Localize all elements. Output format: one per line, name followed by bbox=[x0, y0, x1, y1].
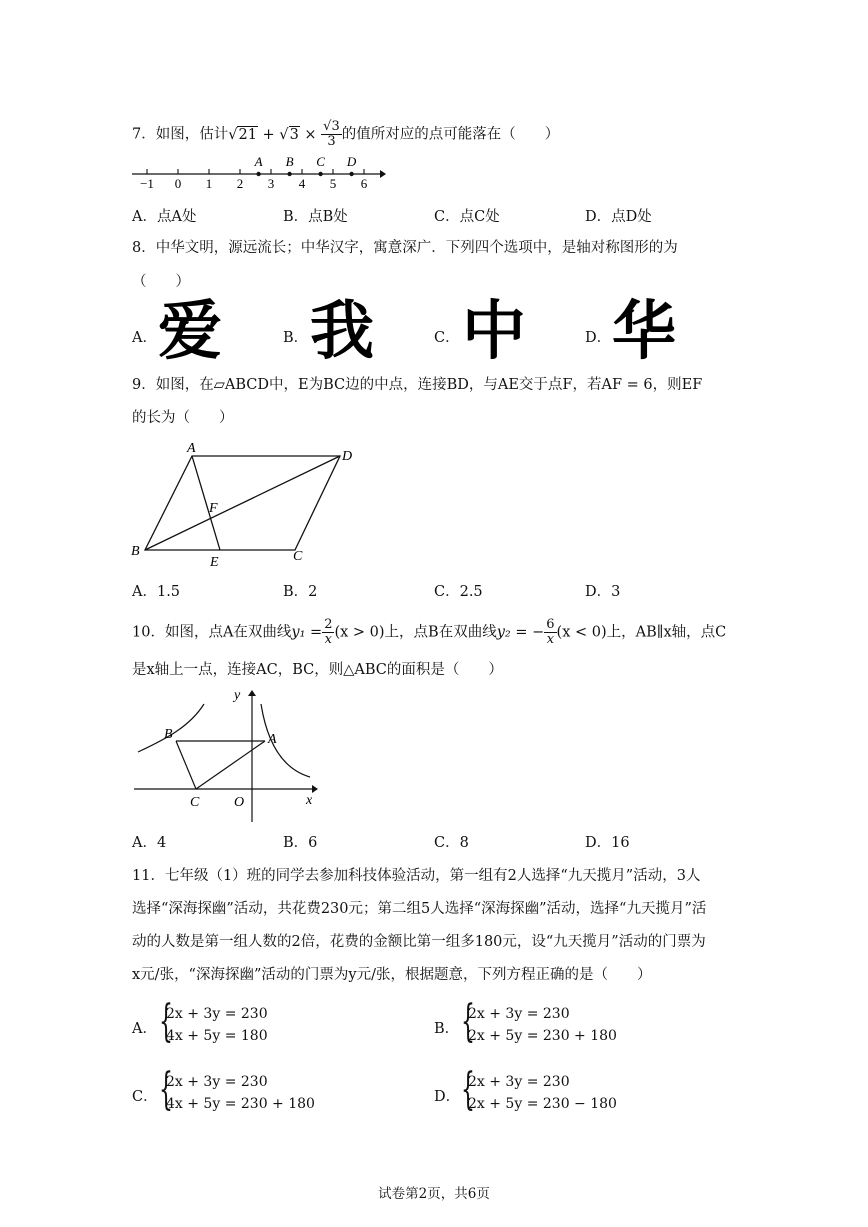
q9-label-c: C bbox=[293, 549, 303, 564]
q11-option-b-label[interactable]: B． bbox=[434, 1021, 460, 1037]
q10-label-a: A bbox=[268, 732, 277, 747]
q10-option-a[interactable]: A．4 bbox=[132, 835, 167, 851]
number-line-tick-label: 3 bbox=[267, 176, 275, 191]
q11-option-a-system[interactable]: 2x + 3y = 230 4x + 5y = 180 bbox=[166, 1006, 268, 1044]
number-line-tick-label: 5 bbox=[329, 176, 337, 191]
q11-option-a-label[interactable]: A． bbox=[132, 1021, 157, 1037]
q11-stem-line1: 11．七年级（1）班的同学去参加科技体验活动，第一组有2人选择“九天揽月”活动，3人 bbox=[132, 868, 701, 884]
q7-stem: 7．如图，估计√21 + √3 × $\frac{√3}{3}$ 的值所对应的点可能落在（ ） bbox=[132, 119, 560, 149]
number-line-point-label: A bbox=[254, 154, 263, 169]
q8-option-b-label[interactable]: B． bbox=[283, 330, 309, 346]
q8-char-zhong[interactable]: 中 bbox=[462, 295, 526, 369]
number-line-point bbox=[318, 172, 322, 176]
q10-option-d[interactable]: D．16 bbox=[585, 835, 630, 851]
q8-char-wo[interactable]: 我 bbox=[310, 295, 374, 369]
q10-label-c: C bbox=[190, 795, 200, 810]
q10-option-b[interactable]: B．6 bbox=[283, 835, 318, 851]
q11-option-c-brace: { bbox=[159, 1064, 173, 1115]
q10-label-x: x bbox=[306, 793, 313, 808]
number-line-tick-label: −1 bbox=[140, 176, 154, 191]
q10-option-c[interactable]: C．8 bbox=[434, 835, 469, 851]
q11-option-c-label[interactable]: C． bbox=[132, 1089, 158, 1105]
number-line-tick-label: 0 bbox=[174, 176, 182, 191]
q7-option-a[interactable]: A．点A处 bbox=[132, 209, 197, 225]
q8-char-ai[interactable]: 爱 bbox=[158, 295, 222, 369]
q7-number-line bbox=[128, 152, 388, 192]
q9-option-b[interactable]: B．2 bbox=[283, 584, 318, 600]
number-line-point-label: C bbox=[316, 154, 325, 169]
page-footer: 试卷第2页，共6页 bbox=[378, 1186, 490, 1202]
q11-option-c-system[interactable]: 2x + 3y = 230 4x + 5y = 230 + 180 bbox=[166, 1074, 315, 1112]
q11-stem-line3: 动的人数是第一组人数的2倍，花费的金额比第一组多180元，设“九天揽月”活动的门票为 bbox=[132, 934, 706, 950]
q9-option-a[interactable]: A．1.5 bbox=[132, 584, 181, 600]
q9-label-a: A bbox=[187, 441, 196, 456]
q9-label-b: B bbox=[131, 544, 140, 559]
number-line-point bbox=[256, 172, 260, 176]
q11-stem-line2: 选择“深海探幽”活动，共花费230元；第二组5人选择“深海探幽”活动，选择“九天揽月”活 bbox=[132, 901, 707, 917]
q11-option-d-label[interactable]: D． bbox=[434, 1089, 461, 1105]
q8-option-d-label[interactable]: D． bbox=[585, 330, 612, 346]
q11-option-d-brace: { bbox=[461, 1064, 475, 1115]
q10-stem-line1: 10．如图，点A在双曲线y₁ = $\frac{2}{x}$ (x > 0)上，点B在双曲线y₂ = − $\frac{6}{x}$ (x < 0)上，AB∥x轴，点C bbox=[132, 617, 727, 647]
q9-option-c[interactable]: C．2.5 bbox=[434, 584, 483, 600]
q9-label-f: F bbox=[209, 501, 218, 516]
q10-stem-line2: 是x轴上一点，连接AC，BC，则△ABC的面积是（ ） bbox=[132, 662, 503, 678]
q9-label-d: D bbox=[342, 449, 353, 464]
q9-stem-line1: 9．如图，在▱ABCD中，E为BC边的中点，连接BD，与AE交于点F，若AF = 6，则EF bbox=[132, 377, 703, 393]
q11-option-a-brace: { bbox=[159, 996, 173, 1047]
q10-label-o: O bbox=[234, 795, 245, 810]
q11-stem-line4: x元/张，“深海探幽”活动的门票为y元/张，根据题意，下列方程正确的是（ ） bbox=[132, 967, 652, 983]
number-line-point bbox=[349, 172, 353, 176]
number-line-tick-label: 1 bbox=[205, 176, 213, 191]
q9-label-e: E bbox=[210, 555, 219, 570]
number-line-tick-label: 2 bbox=[236, 176, 244, 191]
q9-stem-line2: 的长为（ ） bbox=[132, 410, 234, 426]
q11-option-d-system[interactable]: 2x + 3y = 230 2x + 5y = 230 − 180 bbox=[468, 1074, 617, 1112]
q11-option-b-brace: { bbox=[461, 996, 475, 1047]
q8-option-a-label[interactable]: A． bbox=[132, 330, 157, 346]
q10-label-y: y bbox=[234, 688, 241, 703]
q10-label-b: B bbox=[164, 727, 173, 742]
q7-option-d[interactable]: D．点D处 bbox=[585, 209, 652, 225]
q8-paren: （ ） bbox=[132, 274, 190, 290]
q7-expression: √21 + √3 × $\frac{√3}{3}$ bbox=[228, 119, 340, 149]
q7-option-b[interactable]: B．点B处 bbox=[283, 209, 348, 225]
q9-parallelogram-figure bbox=[125, 438, 365, 570]
q8-stem: 8．中华文明，源远流长；中华汉字，寓意深广．下列四个选项中，是轴对称图形的为 bbox=[132, 240, 678, 256]
number-line-point-label: D bbox=[346, 154, 357, 169]
q8-char-hua[interactable]: 华 bbox=[612, 295, 676, 369]
q8-option-c-label[interactable]: C． bbox=[434, 330, 460, 346]
q10-hyperbola-figure bbox=[128, 686, 328, 826]
q11-option-b-system[interactable]: 2x + 3y = 230 2x + 5y = 230 + 180 bbox=[468, 1006, 617, 1044]
number-line-tick-label: 6 bbox=[360, 176, 368, 191]
number-line-tick-label: 4 bbox=[298, 176, 306, 191]
q7-option-c[interactable]: C．点C处 bbox=[434, 209, 500, 225]
number-line-point-label: B bbox=[285, 154, 294, 169]
number-line-point bbox=[287, 172, 291, 176]
q9-option-d[interactable]: D．3 bbox=[585, 584, 621, 600]
